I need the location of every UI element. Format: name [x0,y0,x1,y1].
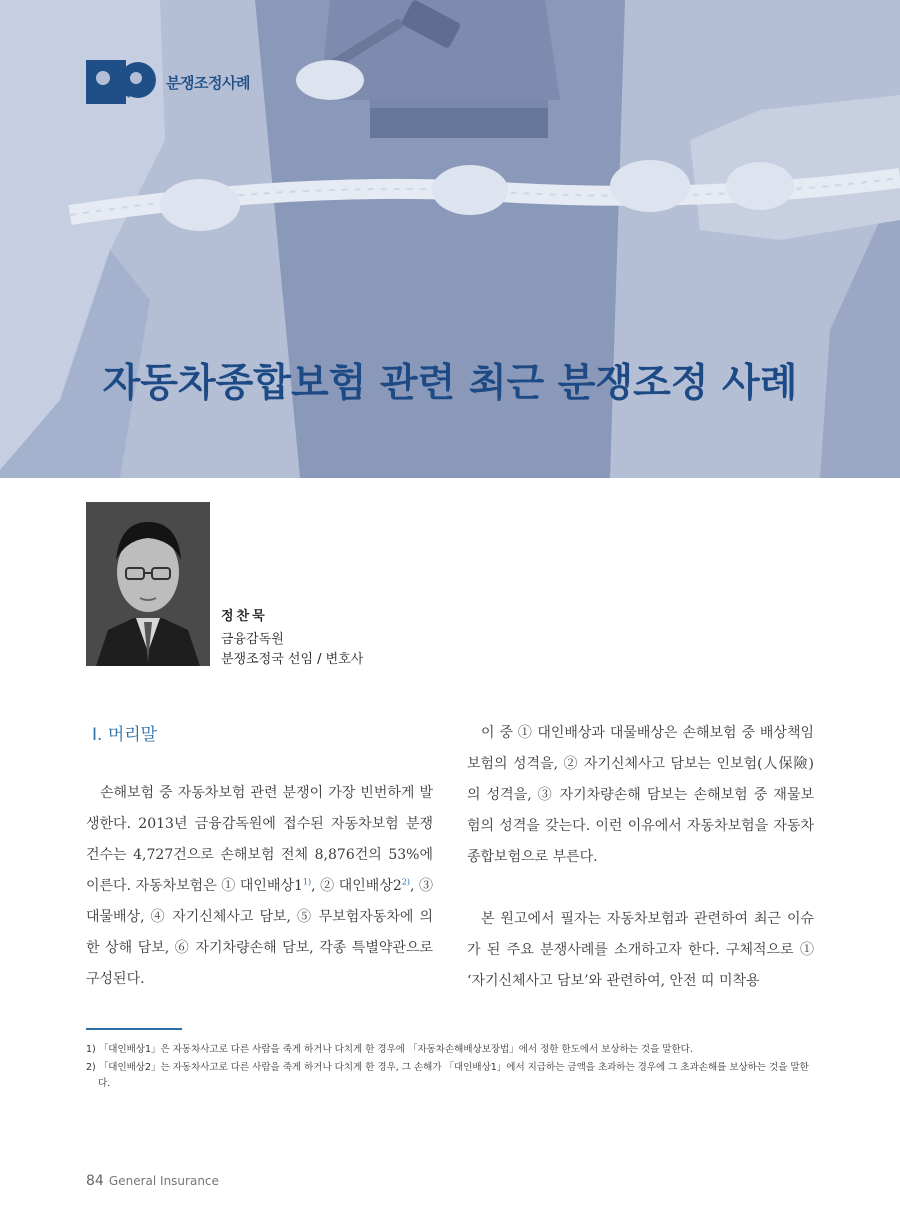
footnote-1: 1) 「대인배상1」은 자동차사고로 다른 사람을 죽게 하거나 다치게 한 경우에 「자동차손해배상보장법」에서 정한 한도에서 보상하는 것을 말한다. [86,1044,693,1055]
hero-banner [0,0,900,478]
footnote-2: 2) 「대인배상2」는 자동차사고로 다른 사람을 죽게 하거나 다치게 한 경우, 그 손해가 「대인배상1」에서 지급하는 금액을 초과하는 경우에 그 초과손해를 보상하는 것을 말한다. [86,1062,809,1089]
page-title: 자동차종합보험 관련 최근 분쟁조정 사례 [102,361,798,406]
footnote-ref-1[interactable]: 1) [302,877,312,887]
publication-name: General Insurance [108,1174,219,1188]
author-photo [86,502,210,666]
dispute-logo-icon [86,60,158,104]
page-footer [86,1170,219,1189]
author-org: 금융감독원 [221,632,284,647]
author-name: 정찬묵 [221,609,268,624]
body-left-column [86,718,433,995]
footnotes [86,1042,816,1094]
paragraph: 이 중 ① 대인배상과 대물배상은 손해보험 중 배상책임보험의 성격을, ② 자기신체사고 담보는 인보험(人保險)의 성격을, ③ 자기차량손해 담보는 손해보험 중 재물보험의 성격을 갖는다. 이런 이유에서 자동차보험을 자동차종합보험으로 부른다. [467,725,814,865]
author-info [221,605,363,670]
body-right-column [467,718,814,997]
footnote-ref-2[interactable]: 2) [401,877,410,887]
section-heading: Ⅰ. 머리말 [92,725,158,745]
section-brand [86,60,250,104]
page-number: 84 [86,1173,104,1189]
author-role: 분쟁조정국 선임 / 변호사 [221,652,364,667]
paragraph: 손해보험 중 자동차보험 관련 분쟁이 가장 빈번하게 발생한다. 2013년 금융감독원에 접수된 자동차보험 분쟁 건수는 4,727건으로 손해보험 전체 8,876건의 53%에 이른다. 자동차보험은 ① 대인배상1$^{1)}$, ② 대인배상2$^{2)}$, ③ 대물배상, ④ 자기신체사고 담보, ⑤ 무보험자동차에 의한 상해 담보, ⑥ 자기차량손해 담보, 각종 특별약관으로 구성된다. [86,785,433,987]
footnote-divider [86,1028,182,1030]
section-label: 분쟁조정사례 [166,73,250,92]
paragraph: 본 원고에서 필자는 자동차보험과 관련하여 최근 이슈가 된 주요 분쟁사례를 소개하고자 한다. 구체적으로 ① ‘자기신체사고 담보’와 관련하여, 안전 띠 미착용 [467,911,814,989]
